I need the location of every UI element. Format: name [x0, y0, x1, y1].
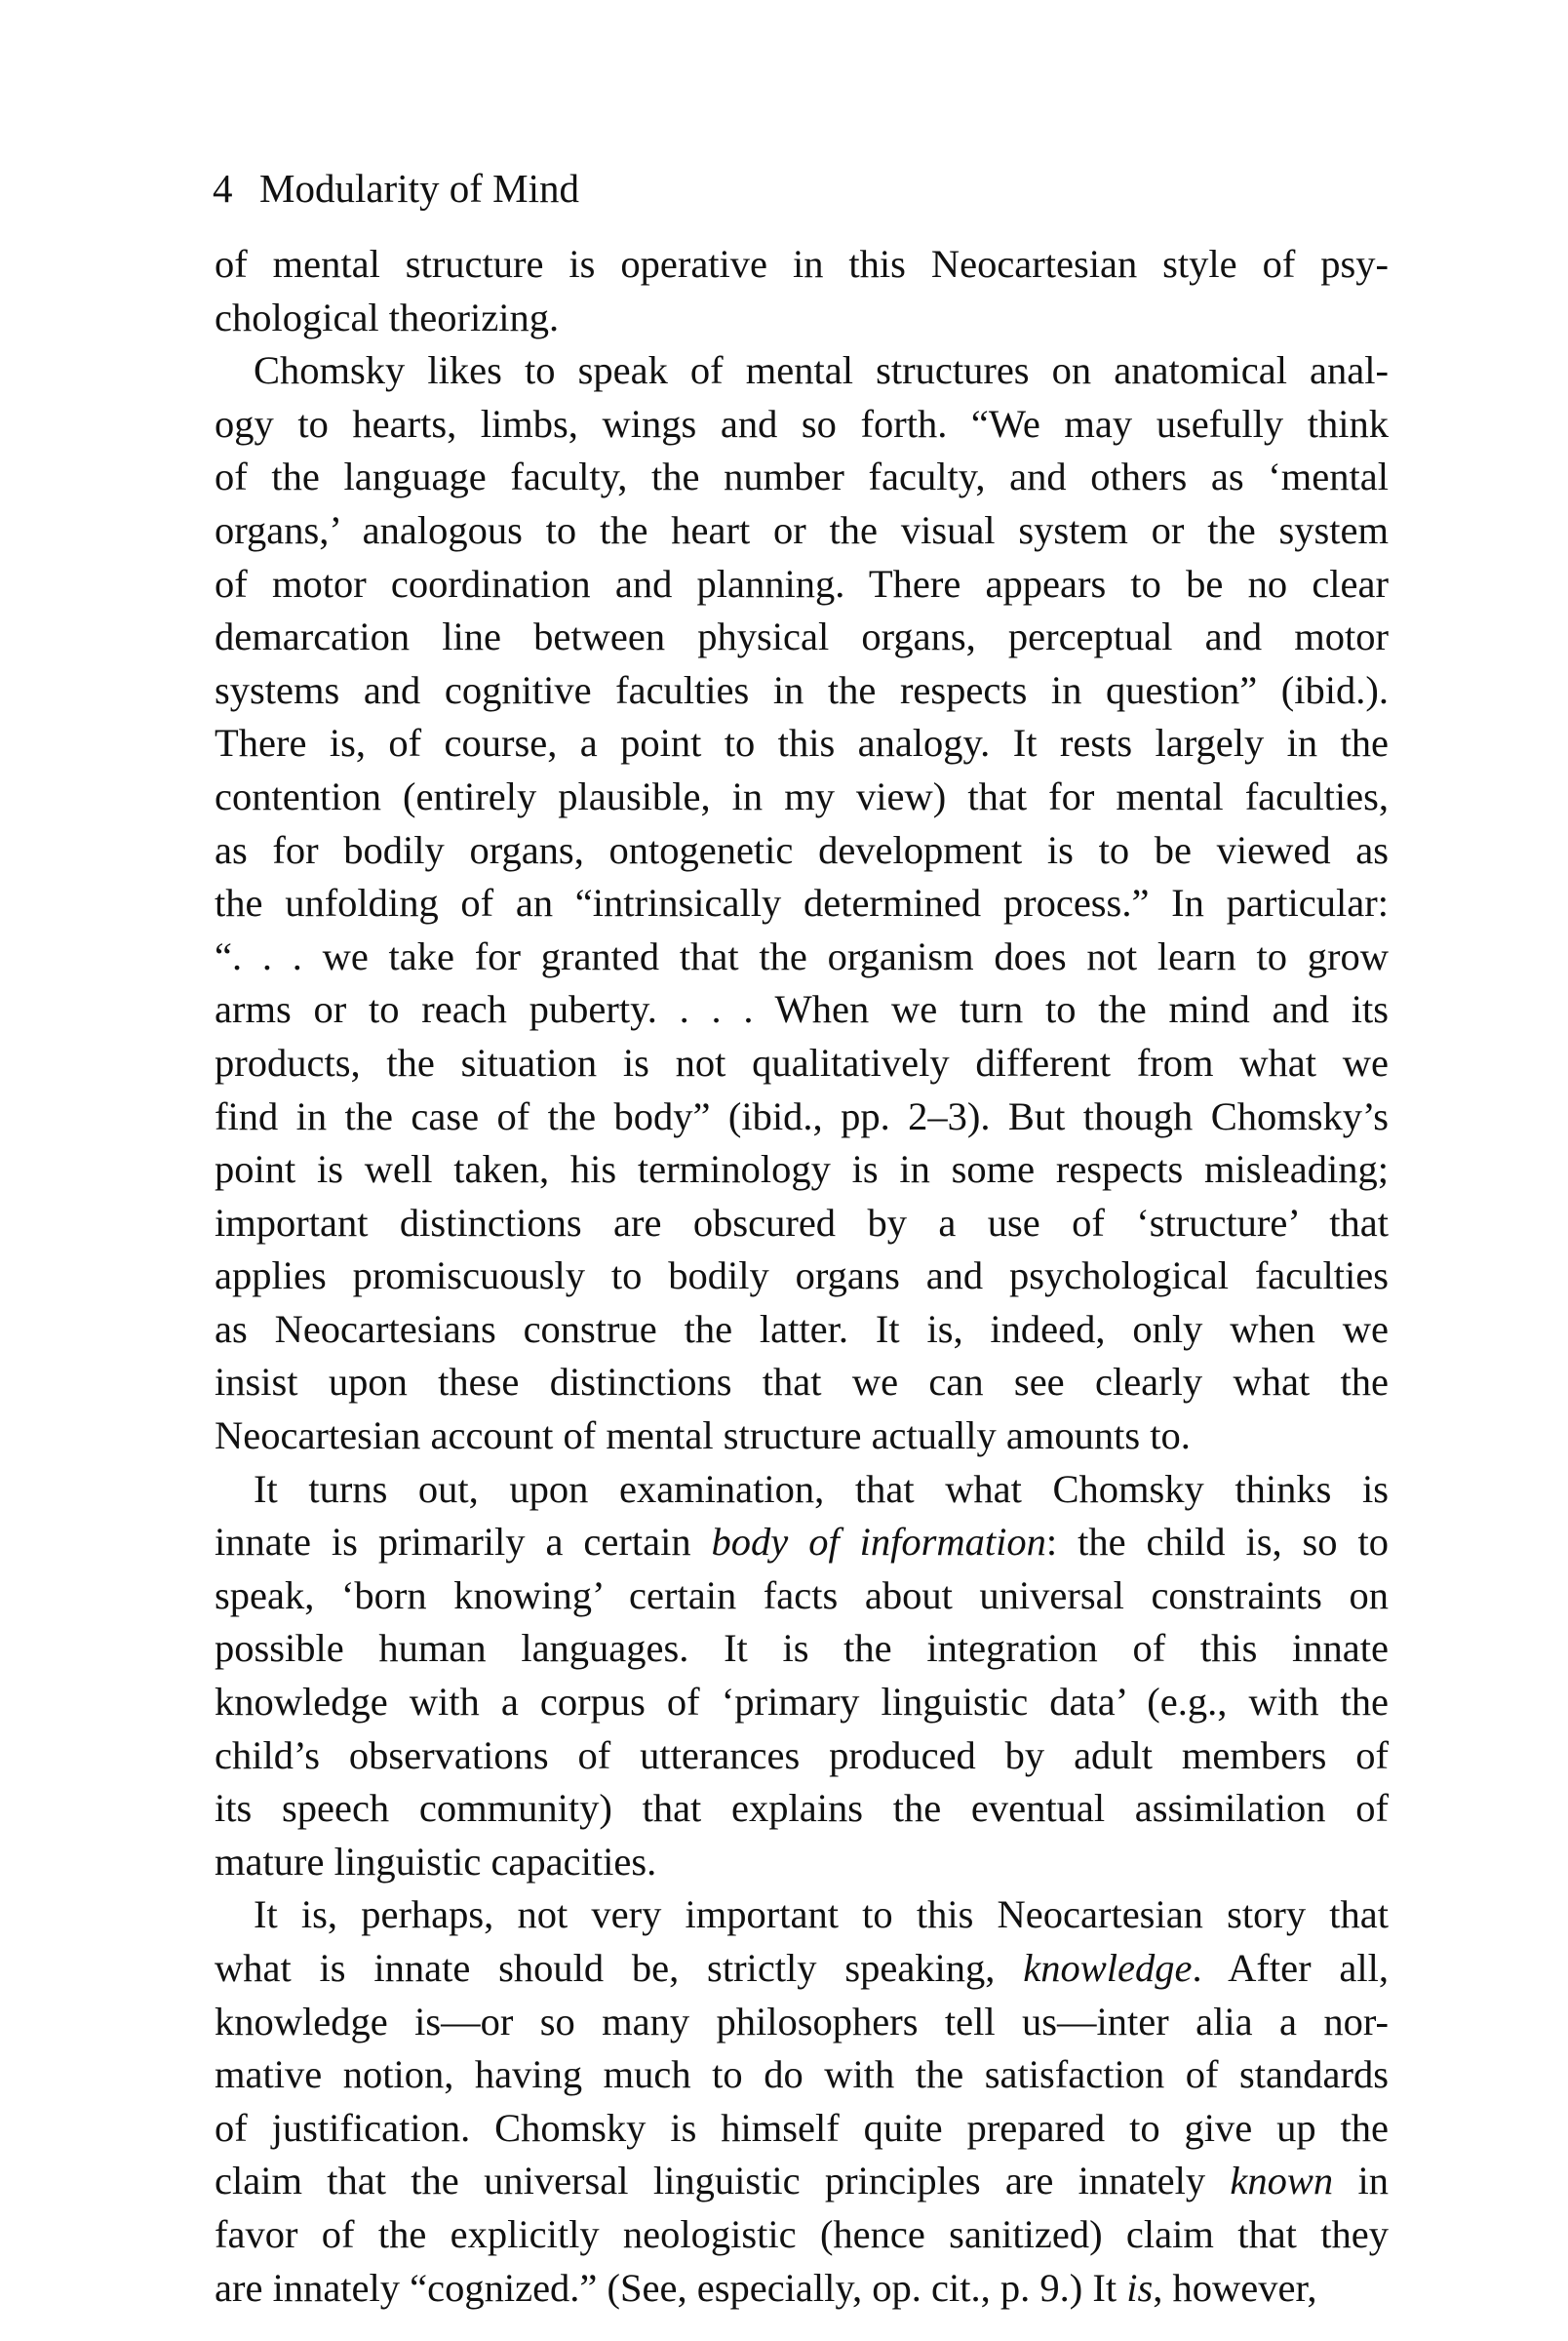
- text-line: [215, 1197, 1389, 1250]
- text-segment: “. . . we take for granted that the organism does not learn to grow: [215, 933, 1389, 978]
- text-line: [215, 824, 1389, 878]
- text-segment: Neocartesian account of mental structure actually amounts to.: [215, 1413, 1191, 1458]
- text-line: [215, 2048, 1389, 2102]
- text-segment: applies promiscuously to bodily organs and psychological faculties: [215, 1253, 1389, 1298]
- text-segment: knowledge with a corpus of ‘primary linguistic data’ (e.g., with the: [215, 1680, 1389, 1725]
- text-segment: in: [1333, 2159, 1389, 2203]
- text-line: [215, 2208, 1389, 2262]
- text-line: [215, 611, 1389, 664]
- text-line: [215, 2262, 1389, 2316]
- text-line: [215, 1356, 1389, 1409]
- italic-emphasis: known: [1230, 2159, 1334, 2203]
- text-line: [215, 1303, 1389, 1357]
- text-line: [215, 1942, 1389, 1996]
- text-segment: It is, perhaps, not very important to this Neocartesian story that: [254, 1892, 1389, 1937]
- text-line: [215, 931, 1389, 984]
- text-segment: Chomsky likes to speak of mental structures on anatomical anal-: [254, 348, 1389, 393]
- text-segment: mative notion, having much to do with the satisfaction of standards: [215, 2052, 1389, 2097]
- text-segment: child’s observations of utterances produced by adult members of: [215, 1732, 1389, 1777]
- text-line: [215, 1143, 1389, 1197]
- paragraph: [215, 1463, 1389, 1889]
- text-segment: mature linguistic capacities.: [215, 1839, 657, 1884]
- text-line: [215, 1676, 1389, 1729]
- text-line: [215, 1729, 1389, 1783]
- text-line: [215, 504, 1389, 558]
- text-line: [215, 1250, 1389, 1303]
- text-segment: of justification. Chomsky is himself quite prepared to give up the: [215, 2105, 1389, 2150]
- text-segment: possible human languages. It is the integration of this innate: [215, 1626, 1389, 1671]
- text-segment: the unfolding of an “intrinsically determined process.” In particular:: [215, 881, 1389, 926]
- text-segment: organs,’ analogous to the heart or the visual system or the system: [215, 507, 1389, 552]
- text-segment: innate is primarily a certain: [215, 1520, 712, 1565]
- text-line: [215, 398, 1389, 452]
- text-segment: demarcation line between physical organs, perceptual and motor: [215, 615, 1389, 659]
- text-segment: important distinctions are obscured by a use of ‘structure’ that: [215, 1200, 1389, 1245]
- italic-emphasis: is: [1126, 2265, 1154, 2310]
- text-segment: ogy to hearts, limbs, wings and so forth. “We may usefully think: [215, 401, 1389, 446]
- running-head-title: Modularity of Mind: [259, 166, 579, 211]
- text-segment: chological theorizing.: [215, 295, 560, 339]
- text-line: [215, 238, 1389, 292]
- text-segment: point is well taken, his terminology is in some respects misleading;: [215, 1147, 1389, 1192]
- text-segment: : the child is, so to: [1045, 1520, 1389, 1565]
- text-segment: knowledge is—or so many philosophers tell us—inter alia a nor-: [215, 1999, 1389, 2043]
- text-segment: of mental structure is operative in this Neocartesian style of psy-: [215, 242, 1389, 286]
- text-segment: are innately “cognized.” (See, especially, op. cit., p. 9.) It: [215, 2265, 1127, 2310]
- text-segment: arms or to reach puberty. . . . When we turn to the mind and its: [215, 987, 1389, 1032]
- text-line: [215, 1622, 1389, 1676]
- paragraph: [215, 344, 1389, 1462]
- text-line: [215, 2102, 1389, 2156]
- page-number: 4: [213, 166, 233, 211]
- text-segment: , however,: [1153, 2265, 1317, 2310]
- text-line: [215, 451, 1389, 504]
- text-line: [215, 2155, 1389, 2208]
- text-line: [215, 1037, 1389, 1091]
- text-line: [215, 877, 1389, 931]
- text-segment: It turns out, upon examination, that what Chomsky thinks is: [254, 1466, 1389, 1511]
- text-segment: There is, of course, a point to this analogy. It rests largely in the: [215, 721, 1389, 766]
- body-text: [215, 238, 1389, 2315]
- text-line: [215, 1409, 1389, 1463]
- text-segment: contention (entirely plausible, in my view) that for mental faculties,: [215, 774, 1389, 818]
- text-line: [215, 1463, 1389, 1517]
- paragraph: [215, 238, 1389, 344]
- text-segment: speak, ‘born knowing’ certain facts about universal constraints on: [215, 1572, 1389, 1617]
- text-segment: of the language faculty, the number faculty, and others as ‘mental: [215, 455, 1389, 499]
- text-line: [215, 664, 1389, 718]
- paragraph: [215, 1888, 1389, 2315]
- text-segment: its speech community) that explains the eventual assimilation of: [215, 1786, 1389, 1831]
- text-segment: . After all,: [1192, 1946, 1389, 1990]
- text-segment: of motor coordination and planning. There appears to be no clear: [215, 561, 1389, 606]
- text-segment: as Neocartesians construe the latter. It is, indeed, only when we: [215, 1306, 1389, 1351]
- text-segment: claim that the universal linguistic principles are innately: [215, 2159, 1231, 2203]
- text-segment: insist upon these distinctions that we can see clearly what the: [215, 1360, 1389, 1405]
- text-segment: find in the case of the body” (ibid., pp. 2–3). But though Chomsky’s: [215, 1093, 1389, 1138]
- text-line: [215, 771, 1389, 824]
- text-line: [215, 344, 1389, 398]
- text-line: [215, 1091, 1389, 1144]
- text-line: [215, 1888, 1389, 1942]
- text-line: [215, 717, 1389, 771]
- italic-emphasis: body of information: [711, 1520, 1046, 1565]
- text-line: [215, 1996, 1389, 2049]
- text-line: [215, 1569, 1389, 1623]
- text-segment: products, the situation is not qualitatively different from what we: [215, 1040, 1389, 1085]
- text-line: [215, 1836, 1389, 1889]
- text-line: [215, 292, 1389, 345]
- text-segment: what is innate should be, strictly speaking,: [215, 1946, 1024, 1990]
- running-head: [213, 164, 579, 213]
- text-line: [215, 1516, 1389, 1569]
- text-segment: favor of the explicitly neologistic (hence sanitized) claim that they: [215, 2211, 1389, 2256]
- text-line: [215, 983, 1389, 1037]
- text-segment: as for bodily organs, ontogenetic development is to be viewed as: [215, 827, 1389, 872]
- text-line: [215, 558, 1389, 612]
- text-segment: systems and cognitive faculties in the respects in question” (ibid.).: [215, 667, 1389, 712]
- italic-emphasis: knowledge: [1023, 1946, 1193, 1990]
- text-line: [215, 1782, 1389, 1836]
